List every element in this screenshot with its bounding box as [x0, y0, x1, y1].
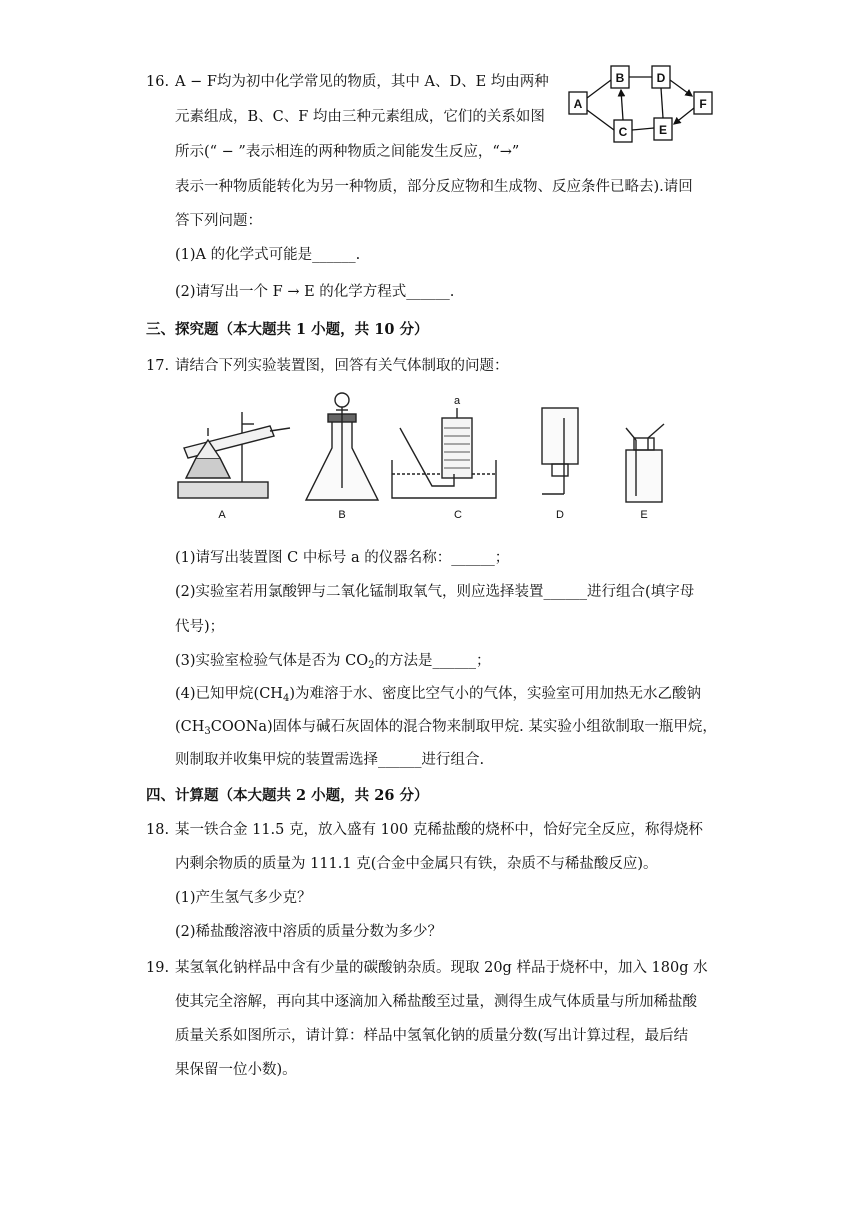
- text-part: (3)实验室检验气体是否为 CO: [175, 653, 369, 669]
- sub-question-cont: 代号)；: [175, 619, 225, 635]
- question-text-line: 所示(“ − ”表示相连的两种物质之间能发生反应，“→”: [175, 144, 520, 160]
- question-text-line: A − F均为初中化学常见的物质，其中 A、D、E 均由两种: [175, 74, 549, 90]
- sub-question: [175, 651, 491, 676]
- node-label: F: [699, 97, 707, 111]
- node-label: E: [658, 123, 668, 137]
- question-text-line: 某氢氧化钠样品中含有少量的碳酸钠杂质。现取 20g 样品于烧杯中，加入 180g 水: [175, 960, 708, 976]
- apparatus-label: E: [640, 509, 648, 521]
- question-text-line: 内剩余物质的质量为 111.1 克(合金中金属只有铁，杂质不与稀盐酸反应)。: [175, 856, 658, 872]
- sub-question-cont: [175, 717, 717, 742]
- question-number: 18.: [146, 822, 170, 838]
- sub-question-cont: 则制取并收集甲烷的装置需选择______进行组合.: [175, 752, 485, 768]
- text-part: 的方法是______；: [374, 653, 491, 669]
- question-text-line: 请结合下列实验装置图，回答有关气体制取的问题：: [175, 358, 509, 374]
- question-text-line: 表示一种物质能转化为另一种物质，部分反应物和生成物、反应条件已略去).请回: [175, 179, 693, 195]
- question-number: 19.: [146, 960, 170, 976]
- sub-question: (1)A 的化学式可能是______.: [175, 247, 361, 263]
- apparatus-label: B: [338, 509, 346, 521]
- sub-question: (2)请写出一个 F → E 的化学方程式______.: [175, 284, 455, 300]
- node-label: C: [618, 125, 628, 139]
- section-heading: 四、计算题（本大题共 2 小题，共 26 分）: [146, 787, 429, 804]
- question-number: 17.: [146, 358, 170, 374]
- text-part: )为难溶于水、密度比空气小的气体，实验室可用加热无水乙酸钠: [289, 686, 701, 702]
- text-part: (4)已知甲烷(CH: [175, 686, 283, 702]
- question-text-line: 果保留一位小数)。: [175, 1062, 297, 1078]
- subscript: 4: [282, 693, 290, 704]
- subscript: 2: [368, 660, 375, 671]
- apparatus-label: D: [556, 509, 564, 521]
- lab-apparatus-figure: [170, 388, 690, 528]
- text-part: (CH: [175, 719, 205, 735]
- node-label: B: [615, 71, 625, 85]
- question-text-line: 质量关系如图所示，请计算：样品中氢氧化钠的质量分数(写出计算过程，最后结: [175, 1028, 689, 1044]
- node-label: A: [573, 97, 583, 111]
- sub-question: (2)实验室若用氯酸钾与二氧化锰制取氧气，则应选择装置______进行组合(填字母: [175, 584, 695, 600]
- sub-question: (2)稀盐酸溶液中溶质的质量分数为多少？: [175, 924, 443, 940]
- question-text-line: 某一铁合金 11.5 克，放入盛有 100 克稀盐酸的烧杯中，恰好完全反应，称得烧杯: [175, 822, 703, 838]
- apparatus-label: A: [218, 509, 226, 521]
- question-number: 16.: [146, 74, 170, 90]
- subscript: 3: [204, 726, 211, 737]
- apparatus-mark: a: [453, 395, 461, 407]
- sub-question: (1)请写出装置图 C 中标号 a 的仪器名称：______；: [175, 550, 510, 566]
- text-part: COONa)固体与碱石灰固体的混合物来制取甲烷. 某实验小组欲制取一瓶甲烷，: [210, 719, 717, 735]
- question-text-line: 使其完全溶解，再向其中逐滴加入稀盐酸至过量，测得生成气体质量与所加稀盐酸: [175, 994, 697, 1010]
- node-label: D: [656, 71, 666, 85]
- question-text-line: 元素组成，B、C、F 均由三种元素组成，它们的关系如图: [175, 109, 545, 125]
- sub-question: [175, 684, 701, 709]
- sub-question: (1)产生氢气多少克？: [175, 890, 312, 906]
- question-text-line: 答下列问题：: [175, 213, 262, 229]
- section-heading: 三、探究题（本大题共 1 小题，共 10 分）: [146, 321, 429, 338]
- relation-diagram: [566, 60, 716, 150]
- apparatus-label: C: [454, 509, 462, 521]
